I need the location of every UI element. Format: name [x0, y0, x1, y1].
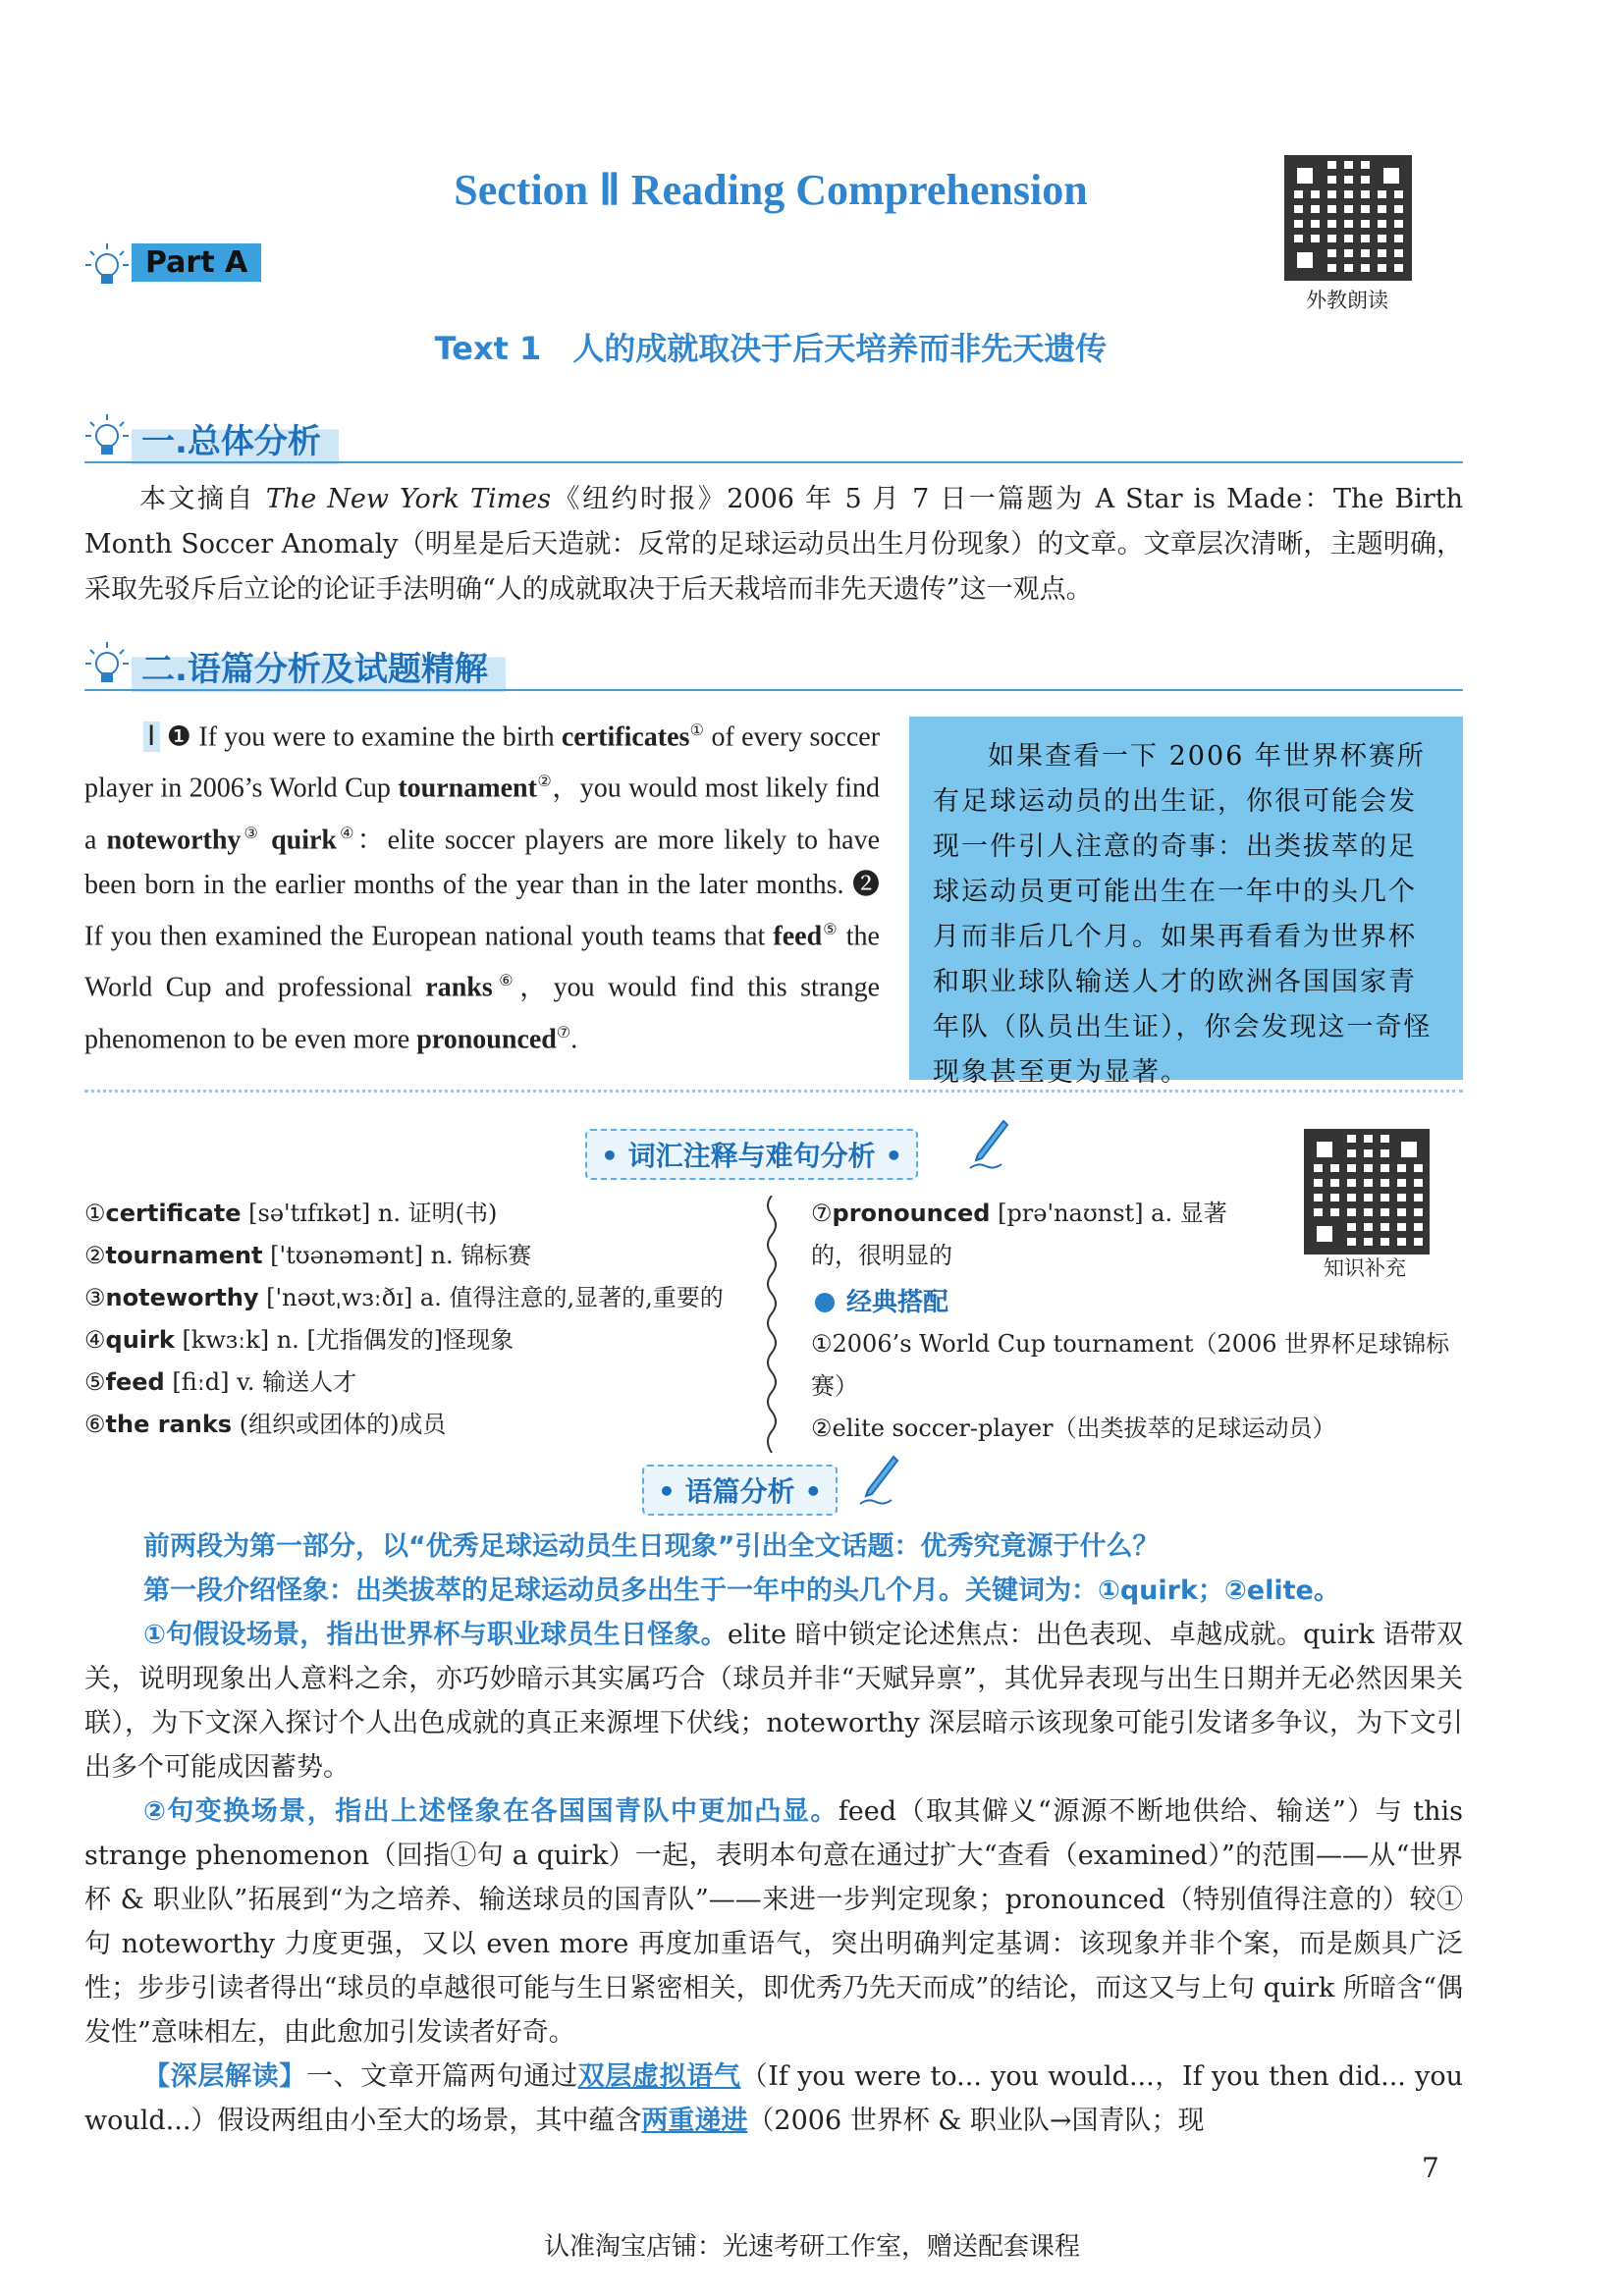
discourse-analysis: 前两段为第一部分，以“优秀足球运动员生日现象”引出全文话题：优秀究竟源于什么？ 第一段介绍怪象：出类拔萃的足球运动员多出生于一年中的头几个月。关键词为：①quirk；②elite。 ①句假设场景，指出世界杯与职业球员生日怪象。elite 暗中锁定论述焦点：出色表现、卓越成就。quirk 语带双关，说明现象出人意料之余，亦巧妙暗示其实属巧合（球员并非“天赋异禀”，其优异表现与出生日期并无必然因果关联），为下文深入探讨个人出色成就的真正来源埋下伏线；noteworthy 深层暗示该现象可能引发诸多争议，为下文引出多个可能成因蓄势。 ②句变换场景，指出上述怪象在各国国青队中更加凸显。feed（取其僻义“源源不断地供给、输送”）与 this strange phenomenon（回指①句 a quirk）一起，表明本句意在通过扩大“查看（examined）”的范围——从“世界杯 & 职业队”拓展到“为之培养、输送球员的国青队”——来进一步判定现象；pronounced（特别值得注意的）较①句 noteworthy 力度更强，又以 even more 再度加重语气，突出明确判定基调：该现象并非个案，而是颇具广泛性；步步引读者得出“球员的卓越很可能与生日紧密相关，即优秀乃先天而成”的结论，而这又与上句 quirk 所暗含“偶发性”意味相左，由此愈加引发读者好奇。 【深层解读】一、文章开篇两句通过双层虚拟语气（If you were to... you would...，If you then did... you would...）假设两组由小至大的场景，其中蕴含两重递进（2006 世界杯 & 职业队→国青队；现 [84, 1524, 1463, 2143]
collocation-list [811, 1323, 1463, 1450]
qr-code-knowledge[interactable] [1304, 1129, 1430, 1255]
bullet-dot-icon [815, 1293, 835, 1312]
para-summary: 第一段介绍怪象：出类拔萃的足球运动员多出生于一年中的头几个月。关键词为：①quirk；②elite。 [143, 1575, 1340, 1606]
source-title: The New York Times [265, 484, 552, 514]
qr-code-knowledge-label: 知识补充 [1324, 1256, 1406, 1280]
text-title: Text 1 人的成就取决于后天培养而非先天遗传 [434, 330, 1108, 367]
lightbulb-icon [84, 241, 130, 287]
qr-code-label: 外教朗读 [1306, 289, 1388, 312]
vocab-item: ②tournament ['tʊənəmənt] n. 锦标赛 [84, 1242, 532, 1269]
pen-icon [858, 1455, 899, 1508]
section-heading-discourse: 二.语篇分析及试题精解 [132, 642, 506, 692]
paragraph-marker: Ⅰ [143, 721, 160, 752]
vocab-item: ④quirk [kwɜːk] n. [尤指偶发的]怪现象 [84, 1326, 514, 1354]
part-a-tag: Part A [132, 243, 261, 282]
vocab-list-right [811, 1193, 1272, 1277]
vocab-item: ⑥the ranks (组织或团体的)成员 [84, 1411, 447, 1438]
section-heading-overall: 一.总体分析 [132, 414, 339, 464]
lightbulb-icon [84, 412, 130, 457]
deep-reading-label: 【深层解读】 [143, 2061, 306, 2092]
section-divider [84, 461, 1463, 463]
vocab-heading: • 词汇注释与难句分析 • [585, 1129, 918, 1180]
part-summary: 前两段为第一部分，以“优秀足球运动员生日现象”引出全文话题：优秀究竟源于什么？ [143, 1531, 1160, 1562]
pen-icon [968, 1119, 1009, 1172]
section-divider [84, 689, 1463, 691]
footer-note: 认准淘宝店铺：光速考研工作室，赠送配套课程 [543, 2232, 1080, 2262]
vocab-list-left [84, 1193, 752, 1446]
english-passage: Ⅰ ❶ If you were to examine the birth certificates① of every soccer player in 2006’s World Cup tournament②，you would most likely find a noteworthy③ quirk④：elite soccer players are more likely to have been born in the earlier months of the year than in the later months. ❷ If you then examined the European national youth teams that feed⑤ the World Cup and professional ranks⑥，you would find this strange phenomenon to be even more pronounced⑦. [84, 721, 881, 1054]
section-title: Section Ⅱ Reading Comprehension [454, 166, 1088, 214]
dotted-divider [84, 1090, 1463, 1093]
qr-code-reading[interactable] [1284, 155, 1412, 281]
vocab-item: ⑤feed [fiːd] v. 输送人才 [84, 1368, 357, 1396]
collocation-heading-row: 经典搭配 [815, 1282, 948, 1318]
wavy-divider [760, 1196, 784, 1453]
page-number: 7 [1422, 2152, 1439, 2184]
overview-paragraph: 本文摘自 The New York Times《纽约时报》2006 年 5 月 7 日一篇题为 A Star is Made：The Birth Month Soccer Anomaly（明星是后天造就：反常的足球运动员出生月份现象）的文章。文章层次清晰，主题明确，采取先驳斥后立论的论证手法明确“人的成就取决于后天栽培而非先天遗传”这一观点。 [84, 484, 1463, 605]
translation-box: 如果查看一下 2006 年世界杯赛所有足球运动员的出生证，你很可能会发现一件引人注意的奇事：出类拔萃的足球运动员更可能出生在一年中的头几个月而非后几个月。如果再看看为世界杯和职业球队输送人才的欧洲各国国家青年队（队员出生证），你会发现这一奇怪现象甚至更为显著。 [909, 717, 1463, 1080]
discourse-heading: • 语篇分析 • [642, 1465, 838, 1516]
collocation-item: ①2006’s World Cup tournament（2006 世界杯足球锦标赛） [811, 1330, 1450, 1400]
vocab-item: ①certificate [sə'tɪfɪkət] n. 证明(书) [84, 1200, 498, 1227]
vocab-item: ⑦pronounced [prə'naʊnst] a. 显著的，很明显的 [811, 1200, 1227, 1269]
lightbulb-icon [84, 640, 130, 685]
vocab-item: ③noteworthy ['nəʊtˌwɜːðɪ] a. 值得注意的,显著的,重要的 [84, 1284, 724, 1311]
collocation-item: ②elite soccer-player（出类拔萃的足球运动员） [811, 1415, 1336, 1442]
